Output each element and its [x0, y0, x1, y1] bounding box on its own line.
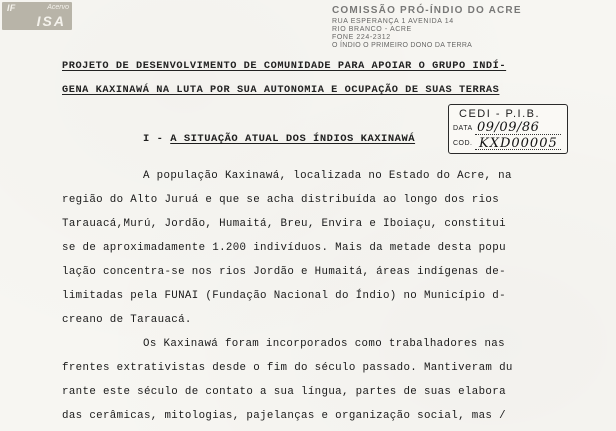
stamp-city: RIO BRANCO - ACRE: [332, 26, 412, 33]
body-line-9: frentes extrativistas desde o fim do século passado. Mantiveram du: [62, 362, 513, 374]
cedi-code-rule: [475, 149, 561, 150]
cedi-date-label: DATA: [453, 125, 473, 132]
section-number: I -: [143, 133, 164, 145]
cedi-date-value: 09/09/86: [477, 120, 540, 135]
section-title: A SITUAÇÃO ATUAL DOS ÍNDIOS KAXINAWÁ: [170, 133, 416, 145]
organization-header-stamp: [332, 6, 532, 49]
stamp-address: RUA ESPERANÇA 1 AVENIDA 14: [332, 18, 454, 25]
body-line-8: Os Kaxinawá foram incorporados como trabalhadores nas: [143, 338, 505, 350]
stamp-phone: FONE 224-2312: [332, 34, 391, 41]
cedi-archive-stamp: [448, 104, 568, 154]
stamp-org-name: COMISSÃO PRÓ-ÍNDIO DO ACRE: [332, 5, 522, 16]
logo-acervo-label: Acervo: [47, 4, 69, 11]
body-line-2: região do Alto Juruá e que se acha distribuída ao longo dos rios: [62, 194, 500, 206]
project-title-line-2: GENA KAXINAWÁ NA LUTA POR SUA AUTONOMIA E OCUPAÇÃO DE SUAS TERRAS: [62, 84, 500, 96]
body-line-1: A população Kaxinawá, localizada no Estado do Acre, na: [143, 170, 512, 182]
body-line-11: das cerâmicas, mitologias, pajelanças e organização social, mas /: [62, 410, 506, 422]
project-title-line-1: PROJETO DE DESENVOLVIMENTO DE COMUNIDADE PARA APOIAR O GRUPO INDÍ-: [62, 60, 507, 72]
cedi-code-value: KXD00005: [479, 136, 558, 151]
cedi-stamp-title: CEDI - P.I.B.: [459, 108, 541, 120]
body-line-5: lação concentra-se nos rios Jordão e Humaitá, áreas indígenas de-: [62, 266, 506, 278]
stamp-motto: O ÍNDIO O PRIMEIRO DONO DA TERRA: [332, 42, 473, 49]
body-line-4: se de aproximadamente 1.200 indivíduos. Mais da metade desta popu: [62, 242, 506, 254]
section-heading: [143, 133, 415, 145]
cedi-code-label: COD.: [453, 140, 473, 147]
body-line-3: Tarauacá,Murú, Jordão, Humaitá, Breu, Envira e Iboiaçu, constitui: [62, 218, 506, 230]
body-line-7: creano de Tarauacá.: [62, 314, 192, 326]
body-line-6: limitadas pela FUNAI (Fundação Nacional do Índio) no Município d-: [62, 290, 506, 302]
logo-mark: IF: [7, 3, 16, 13]
logo-isa-label: ISA: [36, 13, 66, 29]
body-line-10: rante este século de contato a sua língua, partes de suas elabora: [62, 386, 506, 398]
acervo-isa-logo: [2, 2, 72, 30]
cedi-date-rule: [475, 134, 561, 135]
